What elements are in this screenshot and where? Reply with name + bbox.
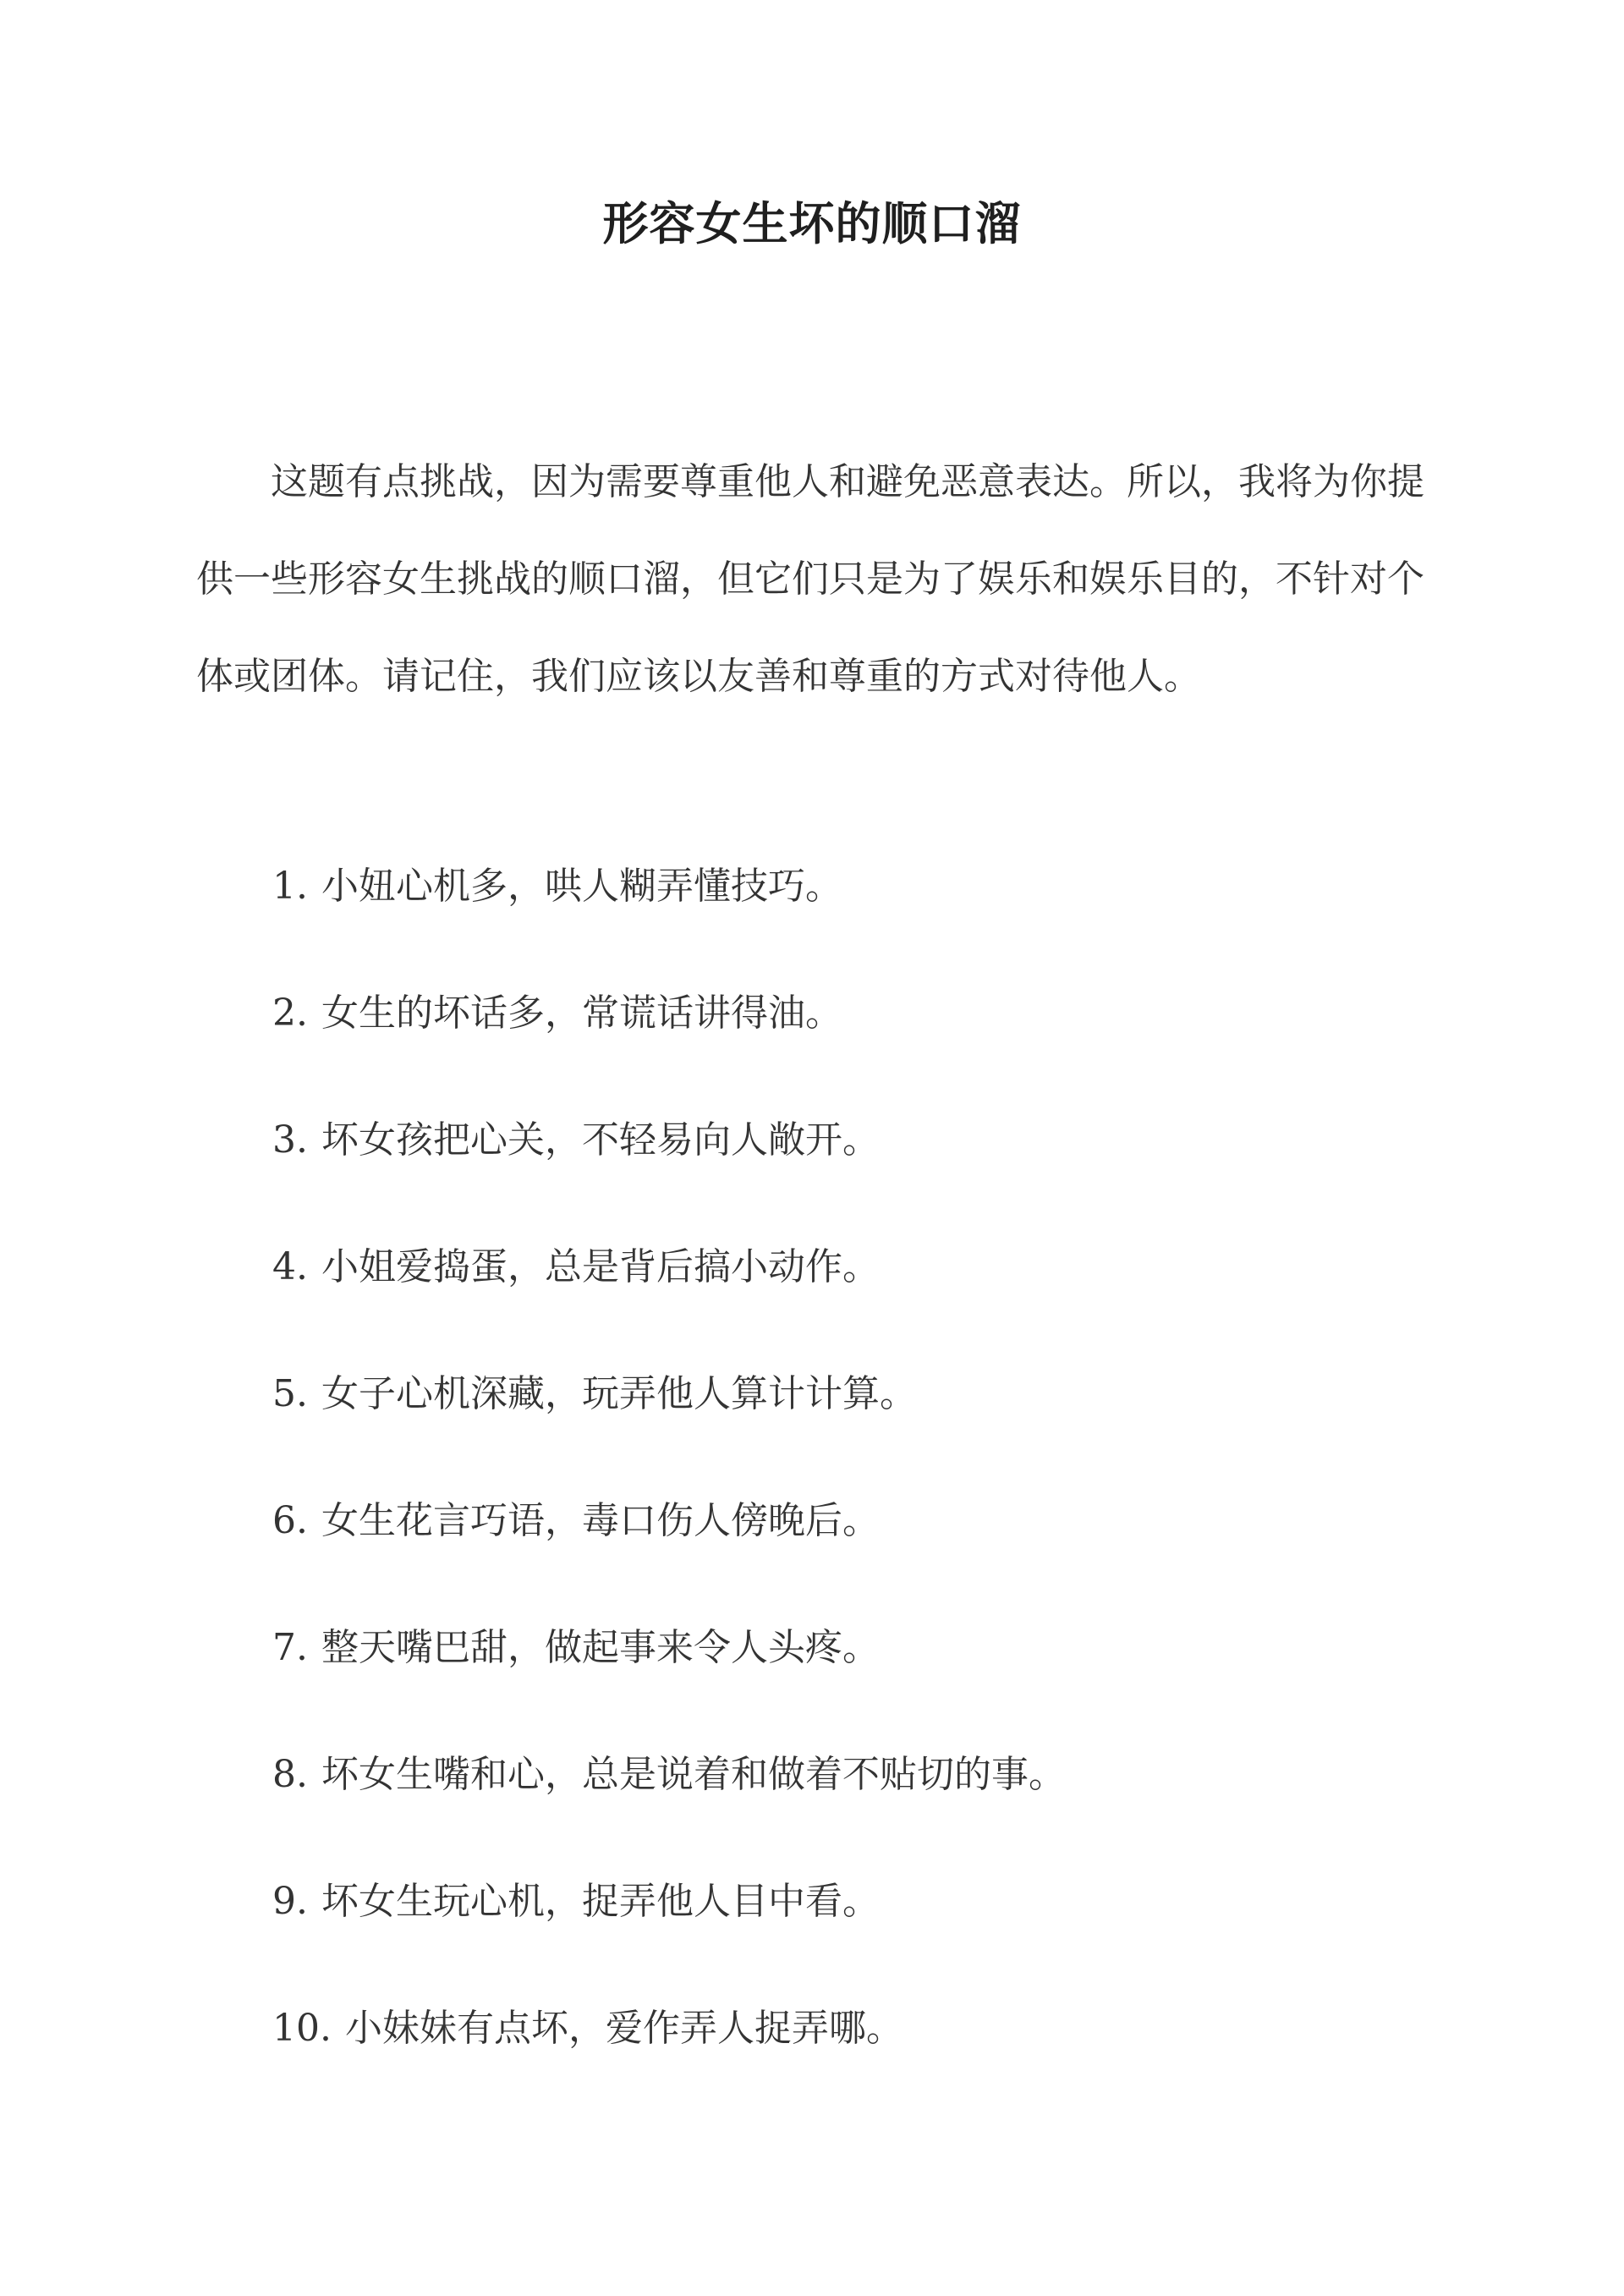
- list-item: [272, 1870, 1423, 1997]
- list-item-number: 2.: [272, 991, 308, 1035]
- list-item-text: 小姐爱捣蛋，总是背后搞小动作。: [321, 1245, 880, 1288]
- list-item-number: 9.: [272, 1880, 308, 1923]
- list-item: [272, 1616, 1423, 1743]
- list-item-number: 5.: [272, 1372, 308, 1415]
- list-item-text: 女生的坏话多，常谎话讲得油。: [321, 991, 842, 1035]
- list-item-number: 6.: [272, 1499, 308, 1542]
- list-item-text: 小妞心机多，哄人糊弄懂技巧。: [321, 865, 842, 908]
- document-title: 形容女生坏的顺口溜: [602, 196, 1022, 250]
- list-item: [272, 1235, 1423, 1362]
- list-item: [272, 1108, 1423, 1235]
- list-item-text: 坏女孩把心关，不轻易向人敞开。: [321, 1118, 880, 1162]
- list-item: [272, 1997, 1423, 2123]
- list-item-number: 7.: [272, 1626, 308, 1669]
- list-item-number: 3.: [272, 1118, 308, 1162]
- list-item-text: 女子心机深藏，玩弄他人算计计算。: [321, 1372, 917, 1415]
- list-item-number: 4.: [272, 1245, 308, 1288]
- intro-paragraph: 这题有点挑战，因为需要尊重他人和避免恶意表达。所以，我将为你提供一些形容女生挑战的顺口溜，但它们只是为了娱乐和娱乐目的，不针对个体或团体。请记住，我们应该以友善和尊重的方式对待他人。: [196, 460, 1424, 698]
- list-item-text: 小妹妹有点坏，爱作弄人捉弄哪。: [344, 2007, 903, 2050]
- list-item: [272, 981, 1423, 1108]
- list-item: [272, 1362, 1423, 1489]
- list-item-number: 1.: [272, 865, 308, 908]
- verse-list: [272, 854, 1423, 2123]
- list-item-number: 10.: [272, 2007, 332, 2050]
- list-item-text: 女生花言巧语，毒口伤人傍晚后。: [321, 1499, 880, 1542]
- list-item-number: 8.: [272, 1753, 308, 1796]
- list-item-text: 坏女生嘴和心，总是说着和做着不贴切的事。: [321, 1753, 1066, 1796]
- list-item: [272, 1489, 1423, 1616]
- list-item-text: 整天嘴巴甜，做起事来令人头疼。: [321, 1626, 880, 1669]
- list-item-text: 坏女生玩心机，捉弄他人目中看。: [321, 1880, 880, 1923]
- list-item: [272, 854, 1423, 981]
- list-item: [272, 1743, 1423, 1870]
